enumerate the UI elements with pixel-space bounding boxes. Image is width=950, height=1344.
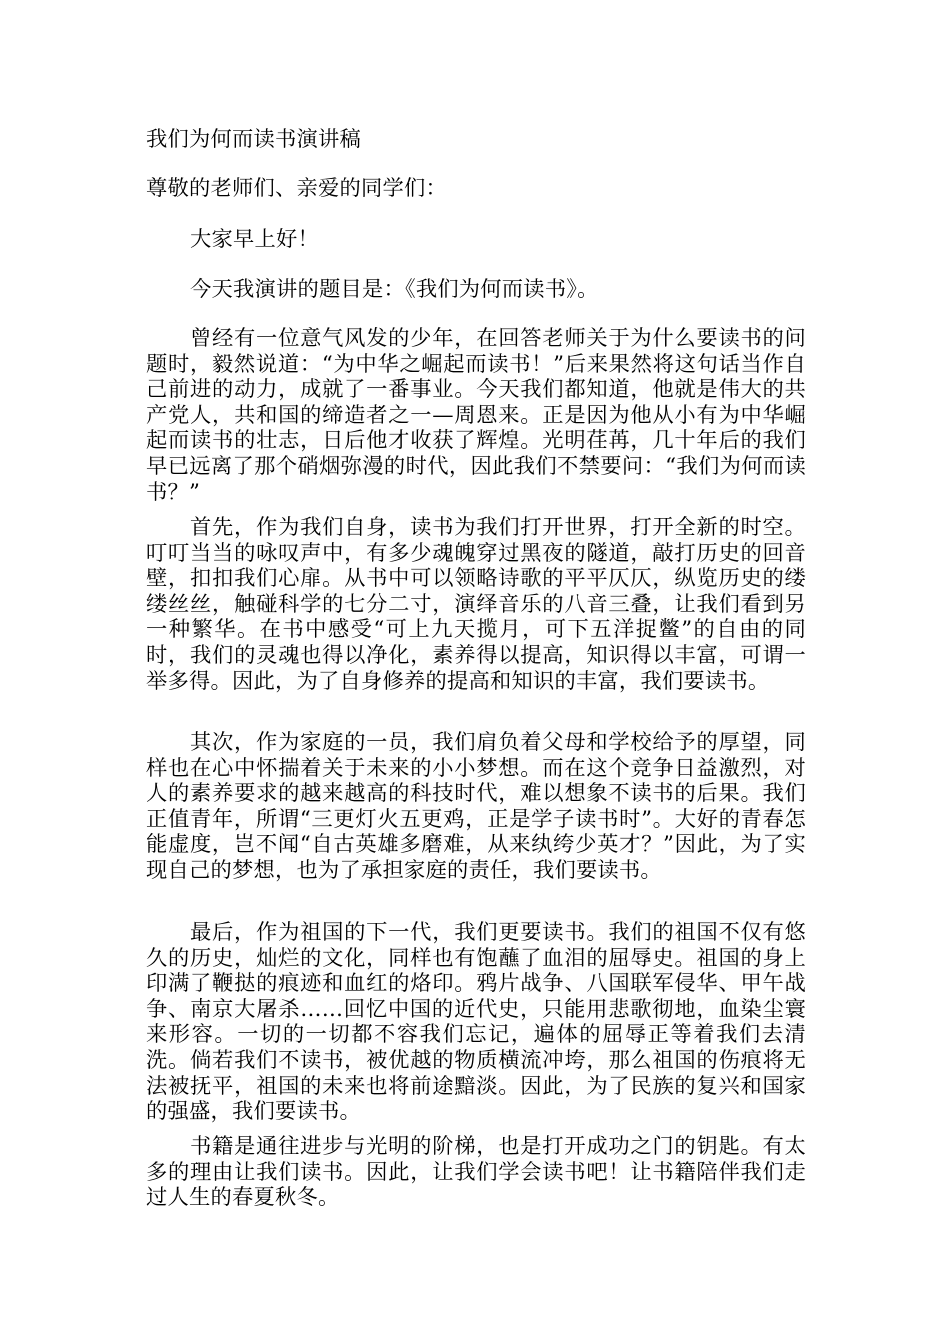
document-title: 我们为何而读书演讲稿 <box>146 127 361 152</box>
paragraph-1: 曾经有一位意气风发的少年，在回答老师关于为什么要读书的问题时，毅然说道：“为中华之崛起而读书！”后来果然将这句话当作自己前进的动力，成就了一番事业。今天我们都知道，他就是伟大的共产党人，共和国的缔造者之一—周恩来。正是因为他从小有为中华崛起而读书的壮志，日后他才收获了辉煌。光明荏苒，几十年后的我们早已远离了那个硝烟弥漫的时代，因此我们不禁要问：“我们为何而读书？” <box>146 326 806 505</box>
paragraph-2: 首先，作为我们自身，读书为我们打开世界，打开全新的时空。叮叮当当的咏叹声中，有多少魂魄穿过黑夜的隧道，敲打历史的回音壁，扣扣我们心扉。从书中可以领略诗歌的平平仄仄，纵览历史的缕缕丝丝，触碰科学的七分二寸，演绎音乐的八音三叠，让我们看到另一种繁华。在书中感受“可上九天揽月，可下五洋捉鳖”的自由的同时，我们的灵魂也得以净化，素养得以提高，知识得以丰富，可谓一举多得。因此，为了自身修养的提高和知识的丰富，我们要读书。 <box>146 515 806 694</box>
paragraph-4: 最后，作为祖国的下一代，我们更要读书。我们的祖国不仅有悠久的历史，灿烂的文化，同样也有饱蘸了血泪的屈辱史。祖国的身上印满了鞭挞的痕迹和血红的烙印。鸦片战争、八国联军侵华、甲午战争、南京大屠杀……回忆中国的近代史，只能用悲歌彻地，血染尘寰来形容。一切的一切都不容我们忘记，遍体的屈辱正等着我们去清洗。倘若我们不读书，被优越的物质横流冲垮，那么祖国的伤痕将无法被抚平，祖国的未来也将前途黯淡。因此，为了民族的复兴和国家的强盛，我们要读书。 <box>146 920 806 1125</box>
salutation: 尊敬的老师们、亲爱的同学们： <box>146 176 447 201</box>
paragraph-5: 书籍是通往进步与光明的阶梯，也是打开成功之门的钥匙。有太多的理由让我们读书。因此，让我们学会读书吧！让书籍陪伴我们走过人生的春夏秋冬。 <box>146 1134 806 1211</box>
paragraph-3: 其次，作为家庭的一员，我们肩负着父母和学校给予的厚望，同样也在心中怀揣着关于未来的小小梦想。而在这个竞争日益激烈，对人的素养要求的越来越高的科技时代，难以想象不读书的后果。我们正值青年，所谓“三更灯火五更鸡，正是学子读书时”。大好的青春怎能虚度，岂不闻“自古英雄多磨难，从来纨绔少英才？”因此，为了实现自己的梦想，也为了承担家庭的责任，我们要读书。 <box>146 730 806 883</box>
greeting: 大家早上好！ <box>190 227 319 252</box>
speech-topic: 今天我演讲的题目是：《我们为何而读书》。 <box>190 277 599 302</box>
